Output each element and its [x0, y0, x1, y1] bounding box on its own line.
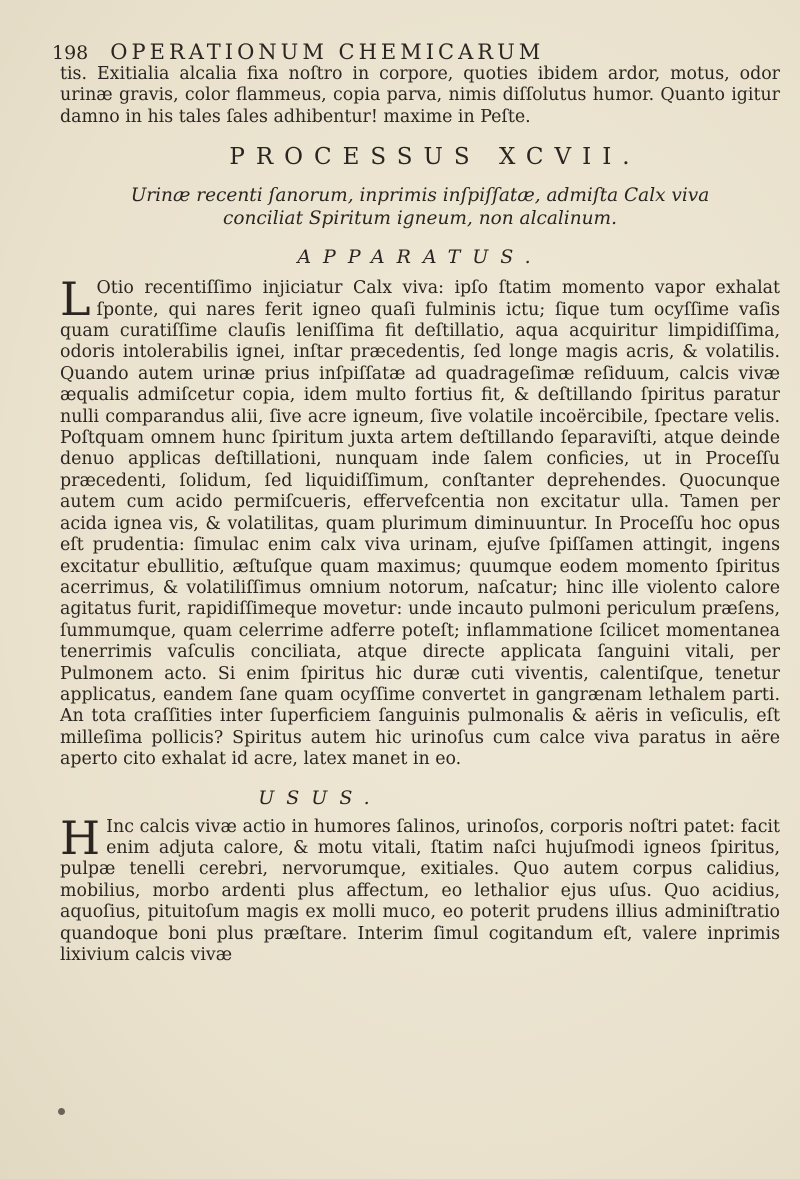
- apparatus-paragraph: [60, 272, 780, 770]
- apparatus-heading: APPARATUS.: [297, 246, 543, 269]
- page-number: 198: [52, 42, 89, 64]
- usus-heading: USUS.: [258, 786, 382, 809]
- apparatus-dropcap: L: [60, 272, 91, 327]
- apparatus-text: Otio recentiſſimo injiciatur Calx viva: ipſo ſtatim momento vapor exhalat ſponte, qui nares ferit igneo quaſi fulminis ictu; ſique tum ocyſſime vaſis quam curatiſſime clauſis leniſſima fit deſtillatio, aqua acquiritur limpidiſſima, odoris intolerabilis ignei, inſtar præcedentis, ſed longe magis acris, & volatilis. Quando autem urinæ prius inſpiſſatæ ad quadrageſimæ reſiduum, calcis vivæ æqualis admiſcetur copia, idem multo fortius fit, & deſtillando ſpiritus paratur nulli comparandus alii, ſive acre igneum, ſive volatile incoërcibile, ſpectare velis. Poſtquam omnem hunc ſpiritum juxta artem deſtillando ſeparaviſti, atque deinde denuo applicas deſtillationi, nunquam inde ſalem conficies, ut in Proceſſu præcedenti, ſolidum, ſed liquidiſſimum, conſtanter deprehendes. Quocunque autem cum acido permiſcueris, effervefcentia non excitatur ulla. Tamen per acida ignea vis, & volatilitas, quam plurimum diminuuntur. In Proceſſu hoc opus eſt prudentia: ſimulac enim calx viva urinam, ejuſve ſpiſſamen attingit, ingens excitatur ebullitio, æſtuſque quam maximus; quumque eodem momento ſpiritus acerrimus, & volatiliſſimus omnium notorum, naſcatur; hinc ille violento calore agitatus furit, rapidiſſimeque movetur: unde incauto pulmoni periculum præſens, ſummumque, quam celerrime adferre poteſt; inflammatione ſcilicet momentanea tenerrimis vaſculis conciliata, atque directe applicata ſanguini vitali, per Pulmonem acto. Si enim ſpiritus hic duræ cuti viventis, calentiſque, tenetur applicatus, eandem ſane quam ocyſſime convertet in gangrænam lethalem parti. An tota craſſities inter ſuperficiem ſanguinis pulmonalis & aëris in veſiculis, eſt milleſima pollicis? Spiritus autem hic urinoſus cum calce viva paratus in aëre aperto cito exhalat id acre, latex manet in eo.: [60, 278, 780, 770]
- processus-subtitle-line-2: conciliat Spiritum igneum, non alcalinum.: [223, 208, 617, 230]
- carryover-paragraph: tis. Exitialia alcalia fixa noſtro in corpore, quoties ibidem ardor, motus, odor urinæ gravis, color flammeus, copia parva, nimis diſſolutus humor. Quanto igitur damno in his tales ſales adhibentur! maxime in Peſte.: [60, 64, 780, 127]
- usus-text: Inc calcis vivæ actio in humores ſalinos, urinoſos, corporis noſtri patet: facit enim adjuta calore, & motu vitali, ſtatim naſci hujuſmodi igneos ſpiritus, pulpæ tenelli cerebri, nervorumque, exitiales. Quo autem corpus calidius, mobilius, morbo ardenti plus affectum, eo lethalior ejus uſus. Quo acidius, aquoſius, pituitoſum magis ex molli muco, eo poterit prudens illius adminiſtratio quandoque boni plus præſtare. Interim ſimul cogitandum eſt, valere inprimis lixivium calcis vivæ: [60, 816, 780, 965]
- ink-spot: [58, 1108, 65, 1115]
- usus-dropcap: H: [60, 810, 101, 865]
- page-text: [52, 40, 780, 966]
- running-title: OPERATIONUM CHEMICARUM: [110, 40, 545, 64]
- usus-paragraph: [60, 810, 780, 967]
- processus-subtitle-line-1: Urinæ recenti ſanorum, inprimis inſpiſſatæ, admiſta Calx viva: [130, 185, 710, 207]
- processus-title: PROCESSUS XCVII.: [229, 144, 641, 171]
